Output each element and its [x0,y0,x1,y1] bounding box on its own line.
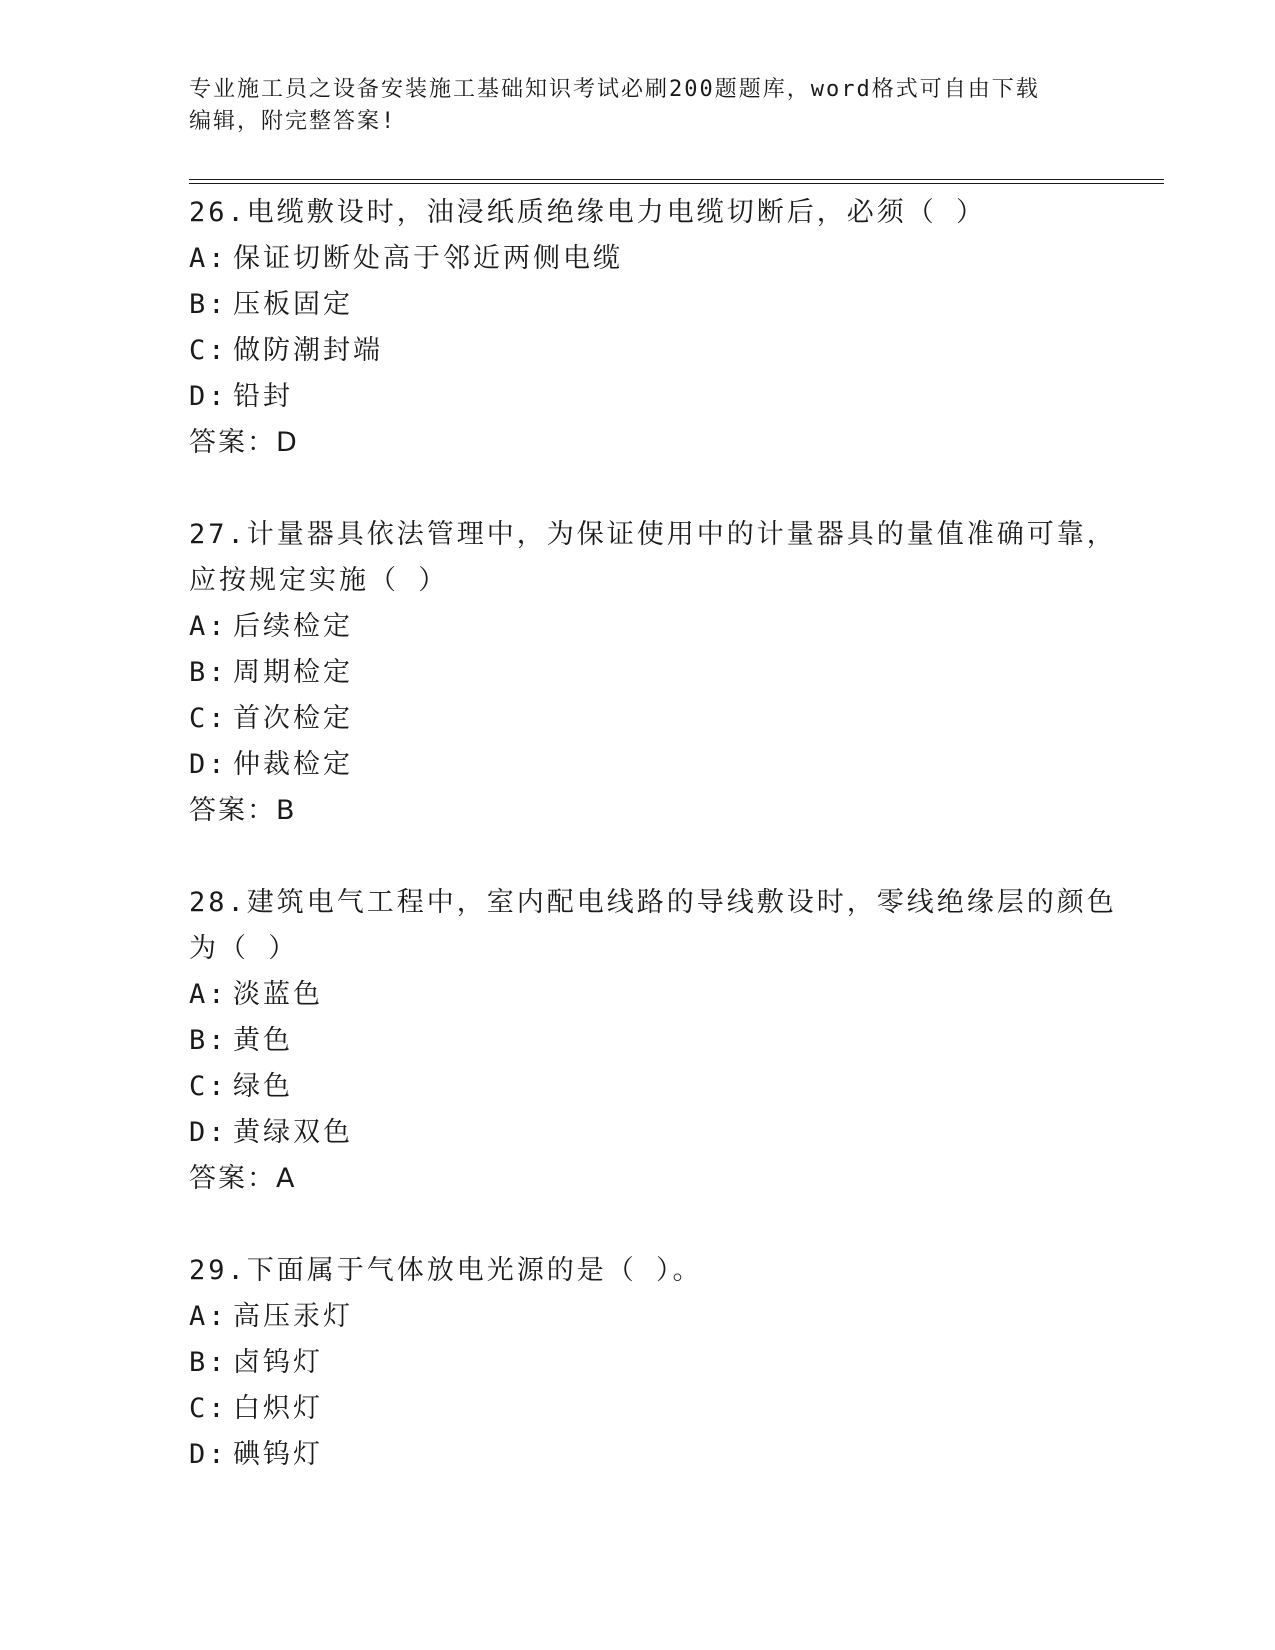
option-text: 高压汞灯 [233,1301,353,1332]
option-key: C: [189,1393,228,1424]
question-list [189,190,1149,1524]
option-a [189,1294,1149,1340]
question-28 [189,880,1149,1202]
option-text: 铅封 [233,381,293,412]
answer-label: 答案：A [189,1163,297,1194]
option-key: C: [189,335,228,366]
option-text: 首次检定 [233,703,353,734]
answer-label: 答案：B [189,795,297,826]
option-text: 做防潮封端 [233,335,383,366]
option-d [189,1110,1149,1156]
question-stem-continued: 为（ ） [189,933,299,964]
option-key: A: [189,1301,228,1332]
option-key: B: [189,1025,228,1056]
option-key: D: [189,1117,228,1148]
option-c [189,328,1149,374]
option-c [189,1386,1149,1432]
question-stem: 29.下面属于气体放电光源的是（ ）。 [189,1255,703,1286]
option-b [189,1018,1149,1064]
header-divider-top [189,179,1164,180]
option-text: 白炽灯 [233,1393,323,1424]
option-b [189,650,1149,696]
option-key: A: [189,979,228,1010]
question-26 [189,190,1149,466]
option-text: 周期检定 [233,657,353,688]
question-27 [189,512,1149,834]
header-line-2: 编辑，附完整答案! [189,109,397,134]
option-d [189,742,1149,788]
question-stem-continued: 应按规定实施（ ） [189,565,449,596]
option-a [189,236,1149,282]
option-key: A: [189,243,228,274]
option-text: 绿色 [233,1071,293,1102]
option-text: 碘钨灯 [233,1439,323,1470]
option-key: C: [189,703,228,734]
answer-label: 答案：D [189,427,299,458]
option-key: B: [189,289,228,320]
option-text: 淡蓝色 [233,979,323,1010]
question-stem: 27.计量器具依法管理中，为保证使用中的计量器具的量值准确可靠， [189,519,1117,550]
question-stem: 26.电缆敷设时，油浸纸质绝缘电力电缆切断后，必须（ ） [189,197,987,228]
option-text: 压板固定 [233,289,353,320]
option-text: 黄绿双色 [233,1117,353,1148]
option-text: 仲裁检定 [233,749,353,780]
option-d [189,1432,1149,1478]
option-text: 后续检定 [233,611,353,642]
option-b [189,282,1149,328]
option-text: 卤钨灯 [233,1347,323,1378]
option-a [189,604,1149,650]
option-a [189,972,1149,1018]
option-key: D: [189,1439,228,1470]
option-b [189,1340,1149,1386]
option-c [189,696,1149,742]
header-divider-bottom [189,183,1164,184]
option-key: B: [189,657,228,688]
option-key: A: [189,611,228,642]
option-text: 保证切断处高于邻近两侧电缆 [233,243,623,274]
option-c [189,1064,1149,1110]
option-text: 黄色 [233,1025,293,1056]
option-d [189,374,1149,420]
question-stem: 28.建筑电气工程中，室内配电线路的导线敷设时，零线绝缘层的颜色 [189,887,1117,918]
document-header [189,74,1089,138]
option-key: D: [189,749,228,780]
question-29 [189,1248,1149,1478]
option-key: B: [189,1347,228,1378]
option-key: D: [189,381,228,412]
option-key: C: [189,1071,228,1102]
header-line-1: 专业施工员之设备安装施工基础知识考试必刷200题题库，word格式可自由下载 [189,77,1040,102]
